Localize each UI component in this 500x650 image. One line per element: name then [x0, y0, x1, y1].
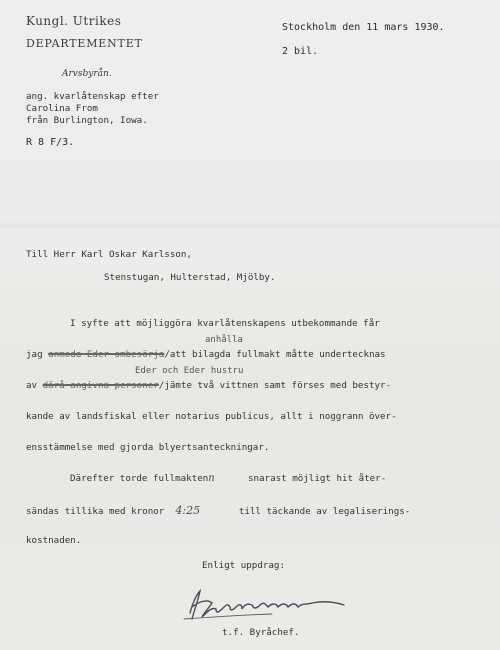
line-p2-2a: sändas tillika med kronor [26, 506, 165, 517]
handwritten-amount: 4:25 [175, 504, 201, 517]
paper-fold [0, 222, 500, 230]
line-p2-1b: snarast möjligt hit åter- [247, 473, 387, 484]
body-p1-line-2 [26, 349, 386, 360]
subject-line-2: Carolina From [26, 103, 98, 114]
subject-line-3: från Burlington, Iowa. [26, 115, 148, 126]
letterhead-ministry-line2: DEPARTEMENTET [26, 37, 143, 50]
handwritten-n: n [208, 473, 215, 484]
struck-text-line-3: därå angivna personer [42, 380, 159, 391]
line-3-rest: /jämte två vittnen samt förses med bestyr- [158, 380, 392, 391]
place-and-date: Stockholm den 11 mars 1930. [282, 22, 445, 33]
signer-title: t.f. Byråchef. [222, 627, 300, 638]
enclosure-count: 2 bil. [282, 46, 319, 57]
handwritten-signature [182, 583, 357, 627]
recipient-name-line: Till Herr Karl Oskar Karlsson, [26, 249, 192, 260]
body-p2-line-1 [70, 473, 386, 484]
subject-line-1: ang. kvarlåtenskap efter [26, 91, 159, 102]
recipient-address-line: Stenstugan, Hulterstad, Mjölby. [104, 272, 276, 283]
line-2-rest: /att bilagda fullmakt måtte undertecknas [164, 349, 386, 360]
line-3-prefix: av [26, 380, 38, 391]
line-p2-2b: till täckande av legaliserings- [238, 506, 411, 517]
body-p1-line-1: I syfte att möjliggöra kvarlåtenskapens utbekommande får [70, 318, 380, 329]
line-p2-1a: Därefter torde fullmakten [70, 473, 209, 484]
letterhead-division: Arvsbyrån. [62, 69, 112, 79]
typed-insertion-above-line-2: anhålla [205, 335, 243, 345]
body-p1-line-4: kande av landsfiskal eller notarius publicus, allt i noggrann över- [26, 411, 397, 422]
body-p2-line-3: kostnaden. [26, 535, 82, 546]
body-p1-line-5: ensstämmelse med gjorda blyertsanteckningar. [26, 442, 270, 453]
typed-insertion-above-line-3: Eder och Eder hustru [135, 366, 244, 376]
body-p2-line-2 [26, 504, 410, 517]
letterhead-ministry-line1: Kungl. Utrikes [26, 14, 122, 28]
struck-text-line-2: anmoda Eder ombesörja [48, 349, 165, 360]
line-2-prefix: jag [26, 349, 43, 360]
body-p1-line-3 [26, 380, 391, 391]
reference-number: R 8 F/3. [26, 137, 75, 148]
closing-phrase: Enligt uppdrag: [202, 560, 285, 571]
